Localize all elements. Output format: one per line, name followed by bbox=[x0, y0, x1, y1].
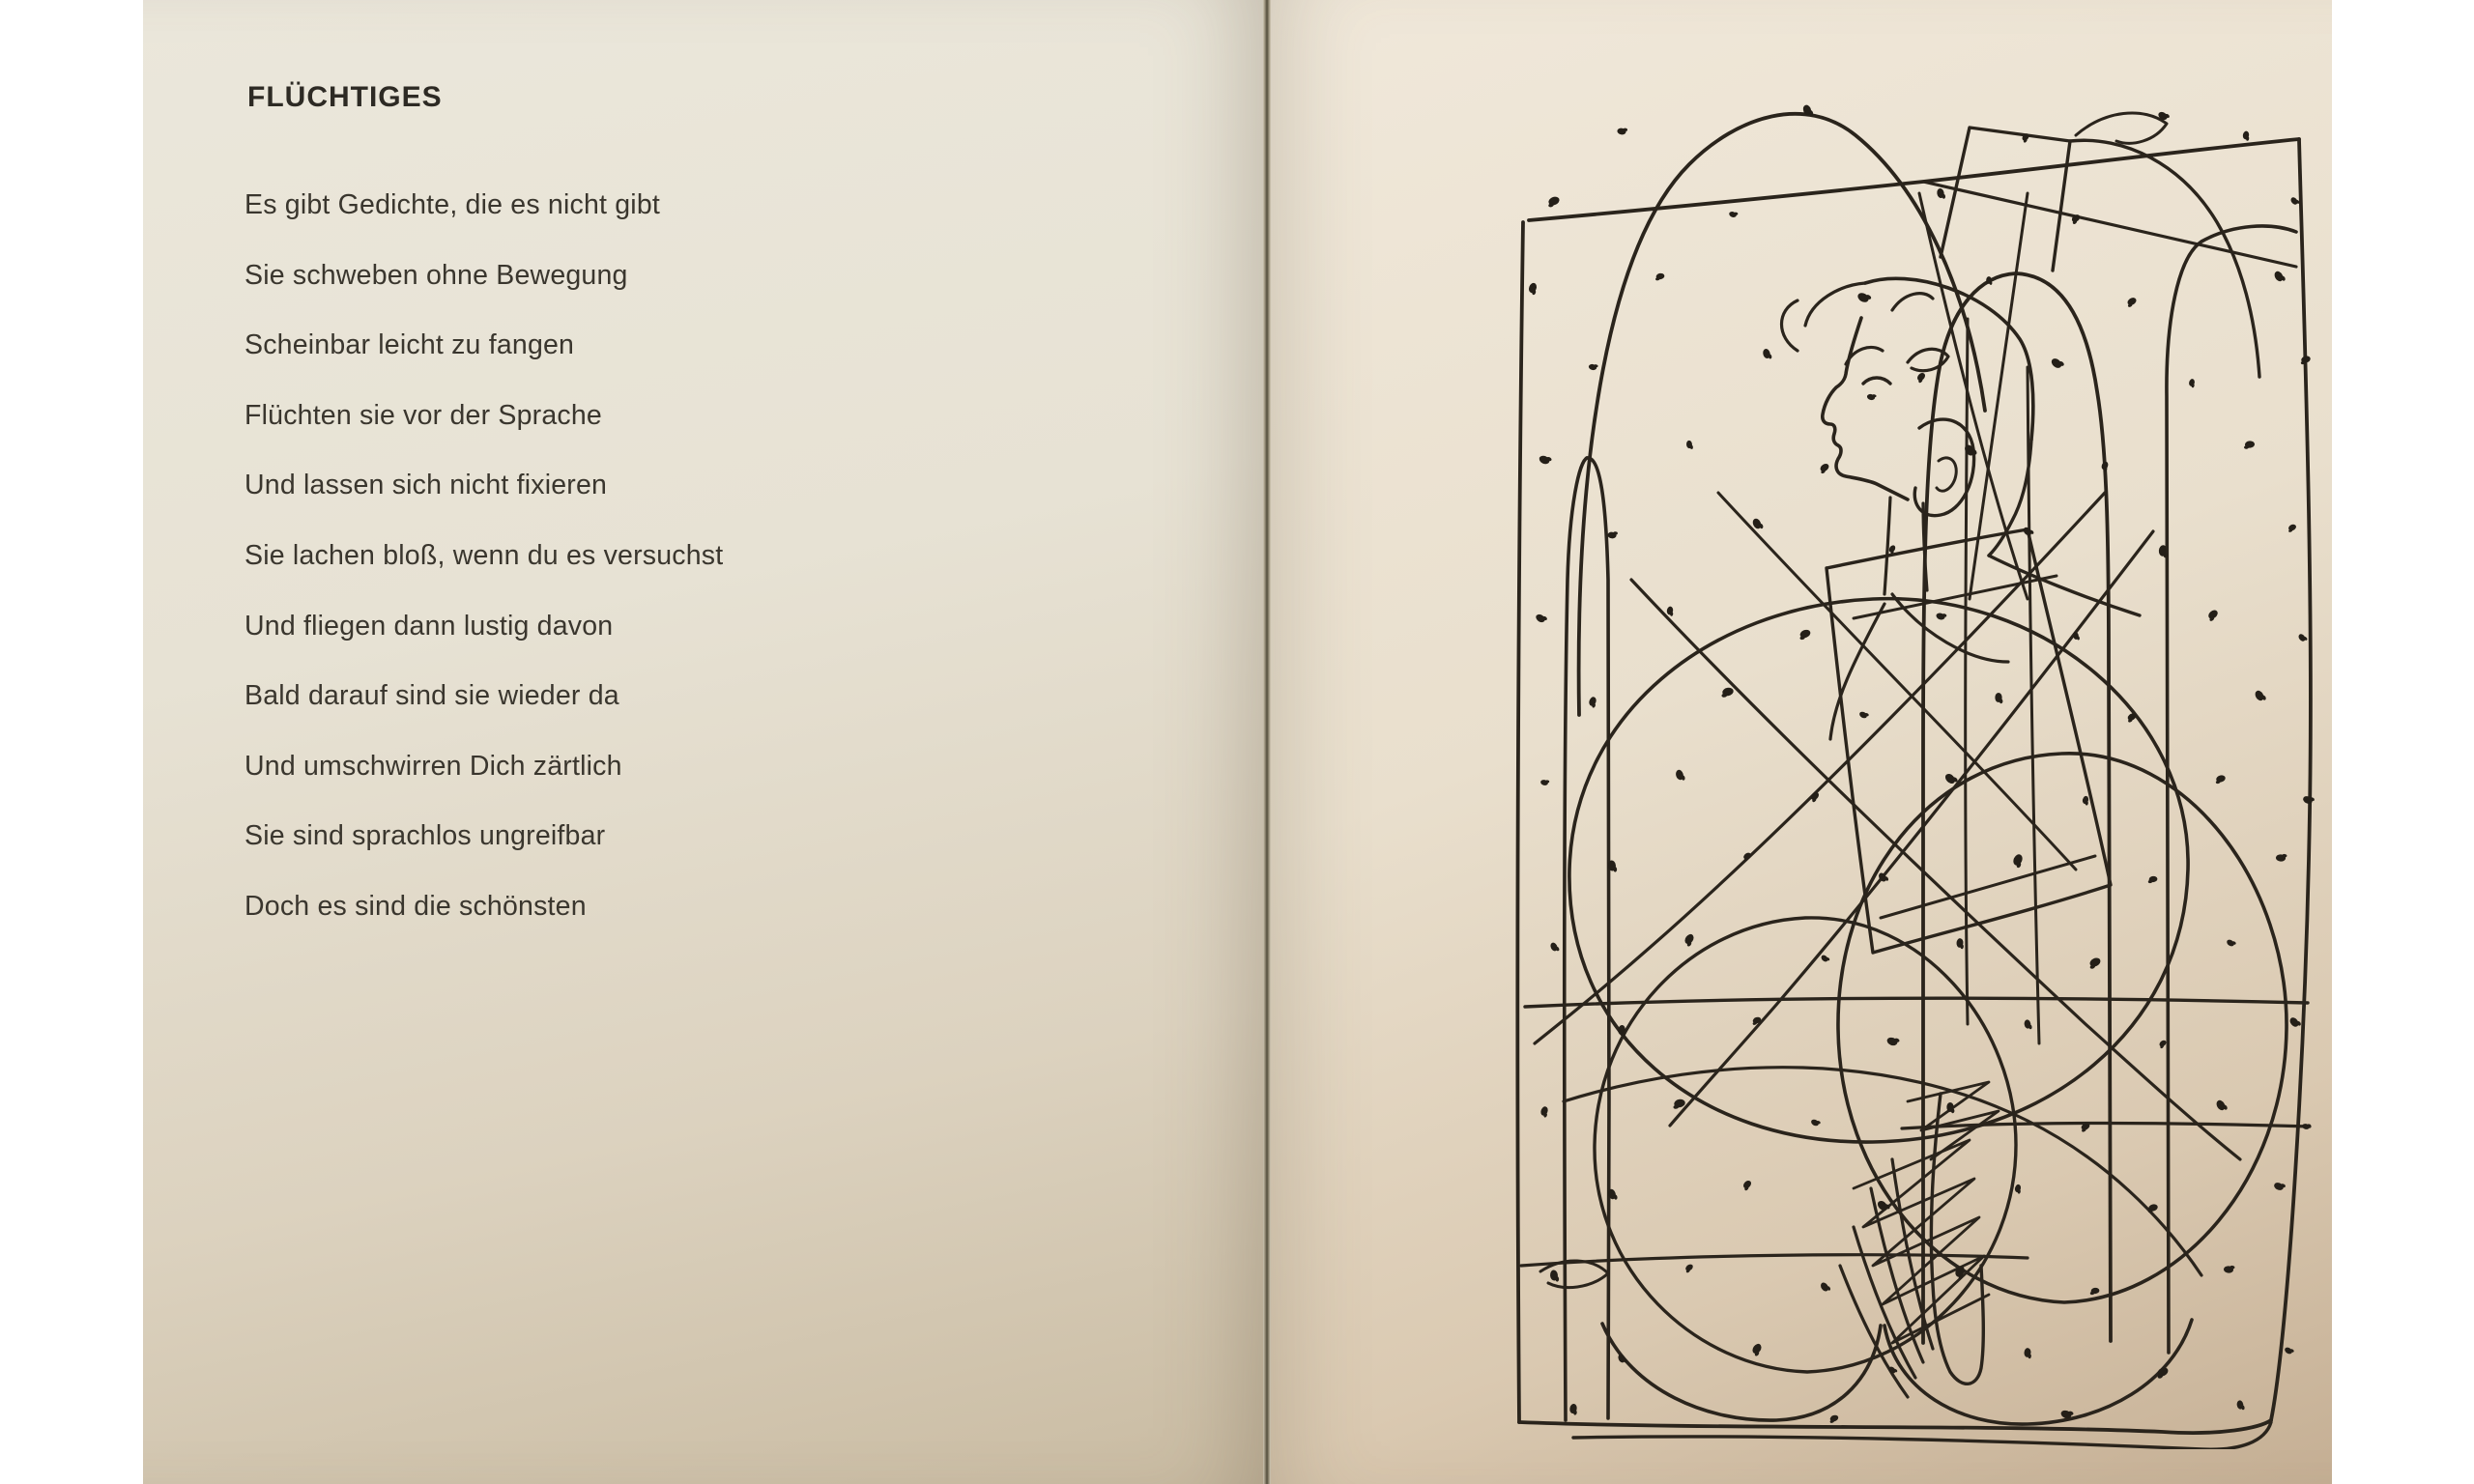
ink-dot bbox=[2288, 1015, 2302, 1029]
ink-dot bbox=[2301, 1123, 2311, 1130]
ink-dot bbox=[1856, 291, 1872, 305]
book-spread-photo bbox=[143, 0, 2332, 1484]
poem-line: Flüchten sie vor der Sprache bbox=[245, 399, 602, 431]
ink-dot bbox=[1527, 282, 1539, 296]
ink-dot bbox=[2297, 633, 2308, 643]
ink-dot bbox=[2242, 130, 2251, 141]
ink-dot bbox=[1819, 1281, 1830, 1294]
sketch-stroke bbox=[1823, 318, 1908, 499]
ink-dot bbox=[2273, 270, 2287, 284]
ink-dot bbox=[1617, 127, 1627, 135]
sketch-stroke bbox=[1937, 458, 1956, 491]
ink-dot bbox=[2273, 1181, 2287, 1192]
ink-dot bbox=[1956, 938, 1965, 949]
ink-dot bbox=[1936, 612, 1947, 621]
ink-dot bbox=[1915, 371, 1927, 383]
ink-dot bbox=[2089, 1288, 2099, 1296]
ink-dot bbox=[1762, 348, 1772, 360]
ink-dot bbox=[1546, 195, 1561, 208]
sketch-stroke bbox=[1884, 1320, 2192, 1424]
page-left-poem bbox=[143, 0, 1263, 1484]
sketch-stroke bbox=[1881, 856, 2095, 918]
sketch-stroke bbox=[2271, 139, 2311, 1420]
sketch-stroke bbox=[1782, 300, 1798, 351]
ink-dot bbox=[1588, 696, 1598, 708]
ink-dot bbox=[2050, 356, 2065, 370]
ink-dot bbox=[1828, 1414, 1840, 1424]
poem-line: Und fliegen dann lustig davon bbox=[245, 610, 614, 642]
ink-dot bbox=[1666, 606, 1675, 616]
ink-dot bbox=[2276, 853, 2287, 862]
ink-dot bbox=[2014, 1184, 2023, 1194]
ink-dot bbox=[2254, 689, 2267, 703]
ink-dot bbox=[2024, 1019, 2032, 1030]
ink-dot bbox=[1866, 392, 1877, 401]
ink-dot bbox=[2125, 297, 2138, 308]
ink-dot bbox=[1588, 362, 1598, 371]
sketch-stroke bbox=[1718, 493, 2076, 870]
ink-dot bbox=[1535, 612, 1548, 624]
ink-dot bbox=[1858, 710, 1869, 720]
sketch-stroke bbox=[1892, 294, 1933, 310]
sketch-stroke bbox=[2076, 113, 2167, 143]
ink-dot bbox=[1539, 779, 1549, 786]
poem-line: Und lassen sich nicht fixieren bbox=[245, 470, 608, 501]
sketch-stroke bbox=[1884, 498, 1890, 594]
ink-dot bbox=[2147, 876, 2157, 884]
sketch-stroke bbox=[1519, 1420, 2271, 1433]
poem-line: Sie lachen bloß, wenn du es versuchst bbox=[245, 539, 724, 571]
sketch-stroke bbox=[1865, 278, 2033, 440]
ink-dot bbox=[1686, 441, 1693, 450]
page-right-drawing bbox=[1271, 0, 2332, 1484]
ink-dot bbox=[1539, 1105, 1550, 1118]
sketch-stroke bbox=[2016, 273, 2111, 1341]
ink-dot bbox=[1683, 932, 1696, 947]
ink-dot bbox=[2224, 1265, 2235, 1273]
poem-line: Sie schweben ohne Bewegung bbox=[245, 259, 628, 291]
ink-dot bbox=[1810, 1118, 1821, 1127]
ink-dot bbox=[2243, 441, 2255, 449]
ink-dot bbox=[1654, 272, 1665, 281]
ink-dot bbox=[2284, 1346, 2294, 1356]
ink-dot bbox=[2214, 774, 2226, 784]
sketch-stroke bbox=[1863, 378, 1890, 384]
ink-dot bbox=[1675, 769, 1685, 783]
sketch-stroke bbox=[2070, 140, 2259, 377]
poem-line: Doch es sind die schönsten bbox=[245, 890, 587, 922]
ink-dot bbox=[2206, 609, 2220, 622]
sketch-stroke bbox=[1966, 319, 1968, 1024]
sketch-stroke bbox=[1631, 580, 2240, 1159]
ink-dot bbox=[2215, 1099, 2229, 1113]
sketch-stroke bbox=[1517, 222, 1523, 1422]
ink-dot bbox=[1607, 531, 1618, 539]
ink-dot bbox=[2236, 1400, 2245, 1411]
poem-line: Sie sind sprachlos ungreifbar bbox=[245, 820, 606, 852]
ink-dot bbox=[1728, 210, 1738, 218]
ink-dot bbox=[1750, 1342, 1764, 1356]
sketch-stroke bbox=[1838, 754, 2287, 1302]
ink-dot bbox=[1937, 187, 1946, 200]
poem-line: Scheinbar leicht zu fangen bbox=[245, 329, 575, 361]
sketch-stroke bbox=[1923, 182, 2296, 267]
ink-dot bbox=[2011, 853, 2025, 869]
ink-dot bbox=[2226, 938, 2236, 949]
ink-dot bbox=[1885, 1036, 1900, 1047]
sketch-stroke bbox=[1970, 193, 2028, 599]
poem-line: Und umschwirren Dich zärtlich bbox=[245, 750, 622, 782]
sketch-svg bbox=[1486, 77, 2337, 1449]
ink-dot bbox=[1820, 954, 1830, 964]
poem-line: Es gibt Gedichte, die es nicht gibt bbox=[245, 189, 660, 220]
ink-dot bbox=[2289, 196, 2300, 207]
ink-dot bbox=[1798, 628, 1812, 640]
ink-dot bbox=[1550, 1270, 1560, 1282]
ink-dot bbox=[1818, 462, 1830, 473]
sketch-stroke bbox=[1670, 531, 2153, 1126]
ink-dot bbox=[2188, 378, 2196, 387]
ink-dot bbox=[1538, 453, 1552, 466]
ink-dot bbox=[2082, 795, 2090, 806]
ink-dot bbox=[1549, 941, 1560, 953]
ink-dot bbox=[1741, 1179, 1753, 1190]
sketch-stroke bbox=[1805, 283, 1865, 326]
ink-dot bbox=[2287, 524, 2297, 533]
sketch-stroke bbox=[1902, 1124, 2310, 1129]
poem-title: FLÜCHTIGES bbox=[247, 81, 443, 113]
ink-dot bbox=[1683, 1263, 1694, 1273]
ink-dot bbox=[2100, 461, 2110, 472]
ink-dot bbox=[2087, 956, 2103, 970]
poem-text bbox=[245, 170, 723, 942]
ink-dot bbox=[1568, 1403, 1578, 1415]
ink-dot bbox=[1720, 687, 1734, 698]
poem-line: Bald darauf sind sie wieder da bbox=[245, 680, 619, 712]
sketch-stroke bbox=[1602, 1324, 1881, 1420]
ink-dot bbox=[2024, 1348, 2032, 1358]
book-gutter bbox=[1263, 0, 1271, 1484]
ink-dot bbox=[1995, 693, 2002, 703]
